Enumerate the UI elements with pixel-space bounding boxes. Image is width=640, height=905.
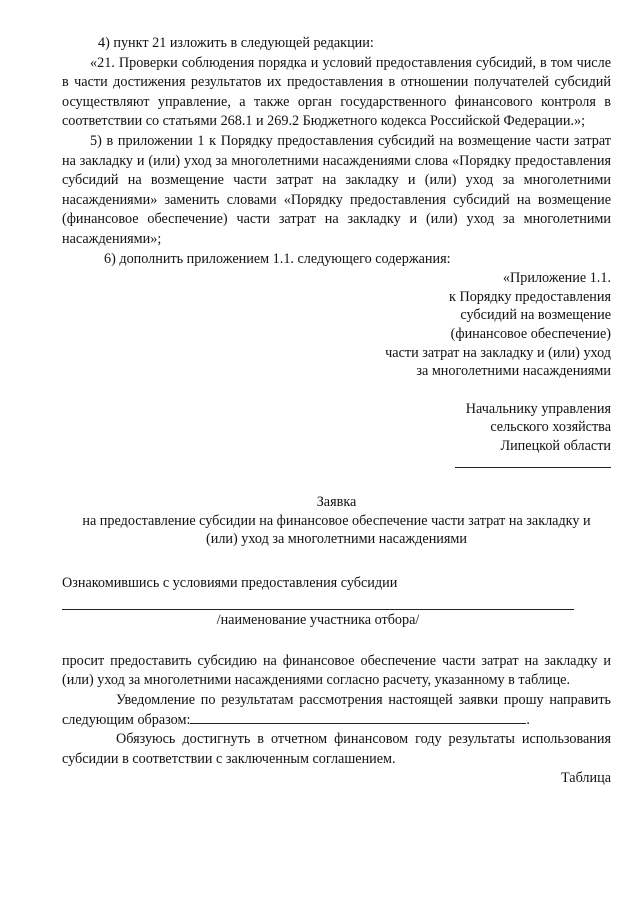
application-title-block xyxy=(62,493,611,549)
appendix-line: «Приложение 1.1. xyxy=(502,270,611,287)
commitment-text: Обязуюсь достигнуть в отчетном финансовом году результаты использования субсидии в соответствии с заключенным соглашением. xyxy=(62,731,611,767)
request-text: просит предоставить субсидию на финансовое обеспечение части затрат на закладку и (или) уход за многолетними насаждениями согласно расчету, указанному в таблице. xyxy=(62,652,611,689)
application-subtitle-line: (или) уход за многолетними насаждениями xyxy=(206,531,467,548)
addressee-line: Липецкой области xyxy=(500,437,611,454)
notification-fill-line xyxy=(190,712,526,724)
table-label: Таблица xyxy=(560,770,611,787)
participant-name-caption: /наименование участника отбора/ xyxy=(216,611,420,628)
appendix-line: части затрат на закладку и (или) уход xyxy=(385,344,611,361)
addressee-signature-line xyxy=(62,455,611,474)
document-page xyxy=(62,34,611,789)
appendix-header xyxy=(62,269,611,381)
application-title: Заявка xyxy=(316,494,357,511)
notification-text: Уведомление по результатам рассмотрения настоящей заявки прошу направить следующим образом: xyxy=(62,692,611,728)
item4-heading: 4) пункт 21 изложить в следующей редакции: xyxy=(98,35,374,51)
appendix-line: за многолетними насаждениями xyxy=(416,363,611,380)
item5-text: 5) в приложении 1 к Порядку предоставления субсидий на возмещение части затрат на закладку и (или) уход за многолетними насаждениями слова «Порядку предоставления субсидий на возмещение части затрат на закладку и (или) уход за многолетними насаждениями» заменить словами «Порядку предоставления субсидий на возмещение (финансовое обеспечение) части затрат на закладку и (или) уход за многолетними насаждениями»; xyxy=(62,132,611,247)
item4-text: «21. Проверки соблюдения порядка и условий предоставления субсидий, в том числе в части достижения результатов их предоставления в отношении получателей субсидий осуществляют управление, а также орган государственного финансового контроля в соответствии со статьями 268.1 и 269.2 Бюджетного кодекса Российской Федерации.»; xyxy=(62,54,611,130)
notification-end: . xyxy=(526,711,530,728)
notification-paragraph xyxy=(62,691,611,730)
participant-name-fill-line xyxy=(62,595,574,610)
appendix-line: (финансовое обеспечение) xyxy=(450,325,611,342)
addressee-block xyxy=(62,400,611,474)
addressee-line: Начальнику управления xyxy=(465,400,611,417)
appendix-line: к Порядку предоставления xyxy=(449,288,611,305)
appendix-line: субсидий на возмещение xyxy=(460,307,611,324)
item6-text: 6) дополнить приложением 1.1. следующего содержания: xyxy=(104,250,451,267)
application-subtitle-line: на предоставление субсидии на финансовое обеспечение части затрат на закладку и xyxy=(82,512,591,529)
addressee-line: сельского хозяйства xyxy=(490,419,611,436)
intro-line: Ознакомившись с условиями предоставления субсидии xyxy=(62,574,398,591)
